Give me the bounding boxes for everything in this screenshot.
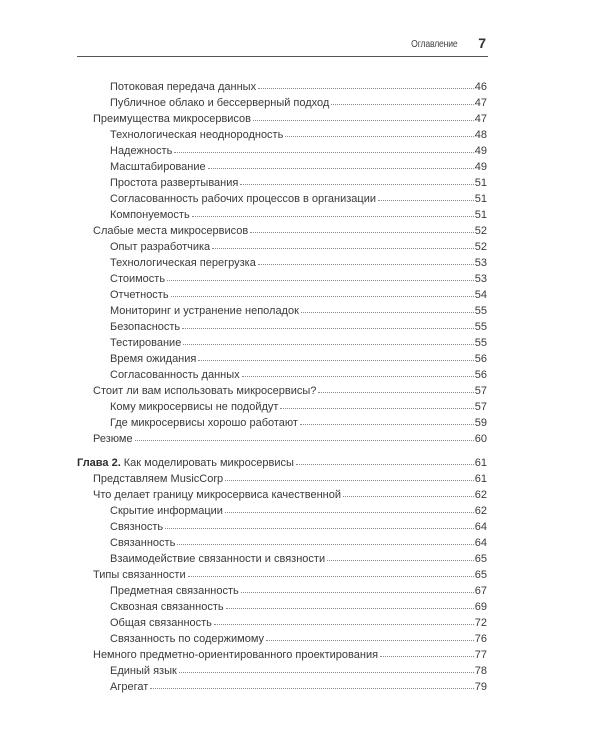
dot-leader: [296, 463, 474, 465]
toc-entry-page-number: 64: [474, 537, 487, 549]
toc-entry: [77, 335, 487, 351]
toc-entry-title: Мониторинг и устранение неполадок: [110, 305, 299, 317]
toc-entry-page-number: 72: [474, 617, 487, 629]
toc-entry-title: Связанность по содержимому: [110, 633, 265, 645]
toc-entry-page-number: 52: [474, 241, 487, 253]
toc-entry: [77, 223, 487, 239]
toc-entry: [77, 143, 487, 159]
toc-entry-title: Публичное облако и бессерверный подход: [110, 97, 330, 109]
toc-entry-page-number: 55: [474, 337, 487, 349]
toc-entry-title: Где микросервисы хорошо работают: [110, 417, 298, 429]
toc-entry-title: Резюме: [93, 433, 133, 445]
toc-entry-title: Надежность: [110, 145, 173, 157]
toc-entry-page-number: 57: [474, 385, 487, 397]
dot-leader: [198, 359, 473, 361]
dot-leader: [250, 231, 474, 233]
toc-entry: [77, 471, 487, 487]
toc-entry-page-number: 76: [474, 633, 487, 645]
toc-entry: [77, 599, 487, 615]
toc-entry-page-number: 56: [474, 369, 487, 381]
toc-entry: [77, 127, 487, 143]
page-number: 7: [478, 35, 486, 51]
toc-entry-page-number: 77: [474, 649, 487, 661]
dot-leader: [171, 295, 474, 297]
toc-entry-title: Стоит ли вам использовать микросервисы?: [93, 385, 317, 397]
dot-leader: [280, 407, 473, 409]
dot-leader: [188, 575, 474, 577]
toc-entry-page-number: 49: [474, 161, 487, 173]
toc-entry-title: Технологическая неоднородность: [110, 129, 284, 141]
toc-entry-title: Масштабирование: [110, 161, 206, 173]
toc-entry: [77, 303, 487, 319]
toc-entry-page-number: 47: [474, 97, 487, 109]
toc-entry-title: Компонуемость: [110, 209, 190, 221]
dot-leader: [208, 167, 474, 169]
toc-entry-title: Общая связанность: [110, 617, 212, 629]
toc-entry-page-number: 65: [474, 569, 487, 581]
header-rule-divider: [77, 56, 488, 57]
toc-entry: [77, 271, 487, 287]
dot-leader: [253, 119, 474, 121]
toc-entry-page-number: 62: [474, 505, 487, 517]
toc-entry: [77, 255, 487, 271]
toc-entry-title: Связанность: [110, 537, 176, 549]
toc-entry-page-number: 54: [474, 289, 487, 301]
dot-leader: [179, 671, 474, 673]
toc-entry: [77, 615, 487, 631]
toc-entry: [77, 111, 487, 127]
toc-entry-page-number: 56: [474, 353, 487, 365]
toc-entry-title: Преимущества микросервисов: [93, 113, 252, 125]
toc-entry: [77, 551, 487, 567]
toc-entry-page-number: 51: [474, 193, 487, 205]
running-title: Оглавление: [411, 38, 458, 50]
toc-entry-title: Тестирование: [110, 337, 182, 349]
toc-entry-title: Единый язык: [110, 665, 177, 677]
toc-entry: [77, 567, 487, 583]
toc-entry-title: Типы связанности: [93, 569, 186, 581]
toc-entry-title: Согласованность рабочих процессов в организации: [110, 193, 377, 205]
toc-entry-title: Стоимость: [110, 273, 166, 285]
toc-entry: [77, 647, 487, 663]
toc-entry-title: Взаимодействие связанности и связности: [110, 553, 326, 565]
dot-leader: [241, 591, 474, 593]
toc-entry-title: Что делает границу микросервиса качественной: [93, 489, 342, 501]
dot-leader: [150, 687, 473, 689]
toc-entry-page-number: 51: [474, 177, 487, 189]
toc-entry: [77, 383, 487, 399]
dot-leader: [327, 559, 474, 561]
toc-entry-title: Слабые места микросервисов: [93, 225, 249, 237]
toc-entry-title: Сквозная связанность: [110, 601, 224, 613]
toc-entry-title: Немного предметно-ориентированного проектирования: [93, 649, 379, 661]
toc-entry: [77, 455, 487, 471]
toc-entry-title: Технологическая перегрузка: [110, 257, 256, 269]
toc-entry-title: Предметная связанность: [110, 585, 239, 597]
dot-leader: [167, 279, 474, 281]
toc-entry-title: Как моделировать микросервисы: [123, 457, 294, 469]
dot-leader: [331, 103, 473, 105]
dot-leader: [174, 151, 473, 153]
dot-leader: [266, 639, 474, 641]
toc-entry-page-number: 79: [474, 681, 487, 693]
toc-entry-page-number: 60: [474, 433, 487, 445]
toc-entry-title: Отчетность: [110, 289, 169, 301]
toc-entry-page-number: 51: [474, 209, 487, 221]
toc-entry: [77, 631, 487, 647]
toc-entry-page-number: 78: [474, 665, 487, 677]
dot-leader: [242, 375, 474, 377]
toc-entry: [77, 287, 487, 303]
toc-entry: [77, 95, 487, 111]
toc-entry-title: Безопасность: [110, 321, 181, 333]
toc-section-chapter-2: [77, 455, 487, 695]
toc-entry-title: Потоковая передача данных: [110, 81, 257, 93]
dot-leader: [300, 423, 474, 425]
toc-entry-page-number: 62: [474, 489, 487, 501]
toc-entry-page-number: 47: [474, 113, 487, 125]
dot-leader: [135, 439, 474, 441]
dot-leader: [378, 199, 474, 201]
toc-entry-page-number: 59: [474, 417, 487, 429]
toc-entry-title: Кому микросервисы не подойдут: [110, 401, 279, 413]
dot-leader: [177, 543, 473, 545]
toc-entry: [77, 319, 487, 335]
dot-leader: [285, 135, 473, 137]
toc-entry: [77, 175, 487, 191]
dot-leader: [301, 311, 474, 313]
running-head: [77, 36, 488, 52]
toc-entry: [77, 431, 487, 447]
toc-entry: [77, 239, 487, 255]
toc-entry-page-number: 55: [474, 321, 487, 333]
toc-entry: [77, 535, 487, 551]
dot-leader: [192, 215, 474, 217]
toc-entry-page-number: 65: [474, 553, 487, 565]
dot-leader: [318, 391, 473, 393]
dot-leader: [258, 87, 474, 89]
toc-entry: [77, 503, 487, 519]
toc-entry-page-number: 55: [474, 305, 487, 317]
toc-entry: [77, 679, 487, 695]
toc-entry-page-number: 46: [474, 81, 487, 93]
toc-entry: [77, 399, 487, 415]
toc-entry: [77, 583, 487, 599]
dot-leader: [225, 511, 474, 513]
toc-entry-page-number: 49: [474, 145, 487, 157]
toc-entry-page-number: 52: [474, 225, 487, 237]
dot-leader: [225, 479, 474, 481]
toc-entry: [77, 367, 487, 383]
toc-entry: [77, 519, 487, 535]
dot-leader: [183, 343, 473, 345]
dot-leader: [240, 183, 473, 185]
dot-leader: [226, 607, 474, 609]
toc-entry-page-number: 53: [474, 273, 487, 285]
dot-leader: [212, 247, 474, 249]
toc-section-chapter-1-continued: [77, 79, 487, 447]
toc-entry-title: Простота развертывания: [110, 177, 239, 189]
toc-entry-page-number: 53: [474, 257, 487, 269]
dot-leader: [182, 327, 474, 329]
toc-entry-title: Представляем MusicCorp: [93, 473, 224, 485]
toc-entry-page-number: 61: [474, 457, 487, 469]
dot-leader: [165, 527, 474, 529]
toc-entry-page-number: 67: [474, 585, 487, 597]
toc-entry: [77, 663, 487, 679]
toc-entry-page-number: 57: [474, 401, 487, 413]
toc-entry: [77, 79, 487, 95]
dot-leader: [214, 623, 474, 625]
toc-entry-title: Опыт разработчика: [110, 241, 211, 253]
toc-entry-page-number: 48: [474, 129, 487, 141]
dot-leader: [258, 263, 474, 265]
toc-entry: [77, 487, 487, 503]
toc-entry-page-number: 64: [474, 521, 487, 533]
toc-entry-title: Скрытие информации: [110, 505, 223, 517]
toc-entry: [77, 351, 487, 367]
toc-entry: [77, 191, 487, 207]
dot-leader: [380, 655, 474, 657]
toc-entry: [77, 207, 487, 223]
toc-entry-title: Связность: [110, 521, 164, 533]
toc-entry: [77, 415, 487, 431]
toc-entry: [77, 159, 487, 175]
toc-entry-title: Согласованность данных: [110, 369, 240, 381]
toc-chapter-prefix: Глава 2.: [77, 457, 121, 469]
dot-leader: [343, 495, 474, 497]
toc-entry-page-number: 69: [474, 601, 487, 613]
toc-entry-title: Время ожидания: [110, 353, 197, 365]
toc-entry-title: Агрегат: [110, 681, 149, 693]
toc-entry-page-number: 61: [474, 473, 487, 485]
